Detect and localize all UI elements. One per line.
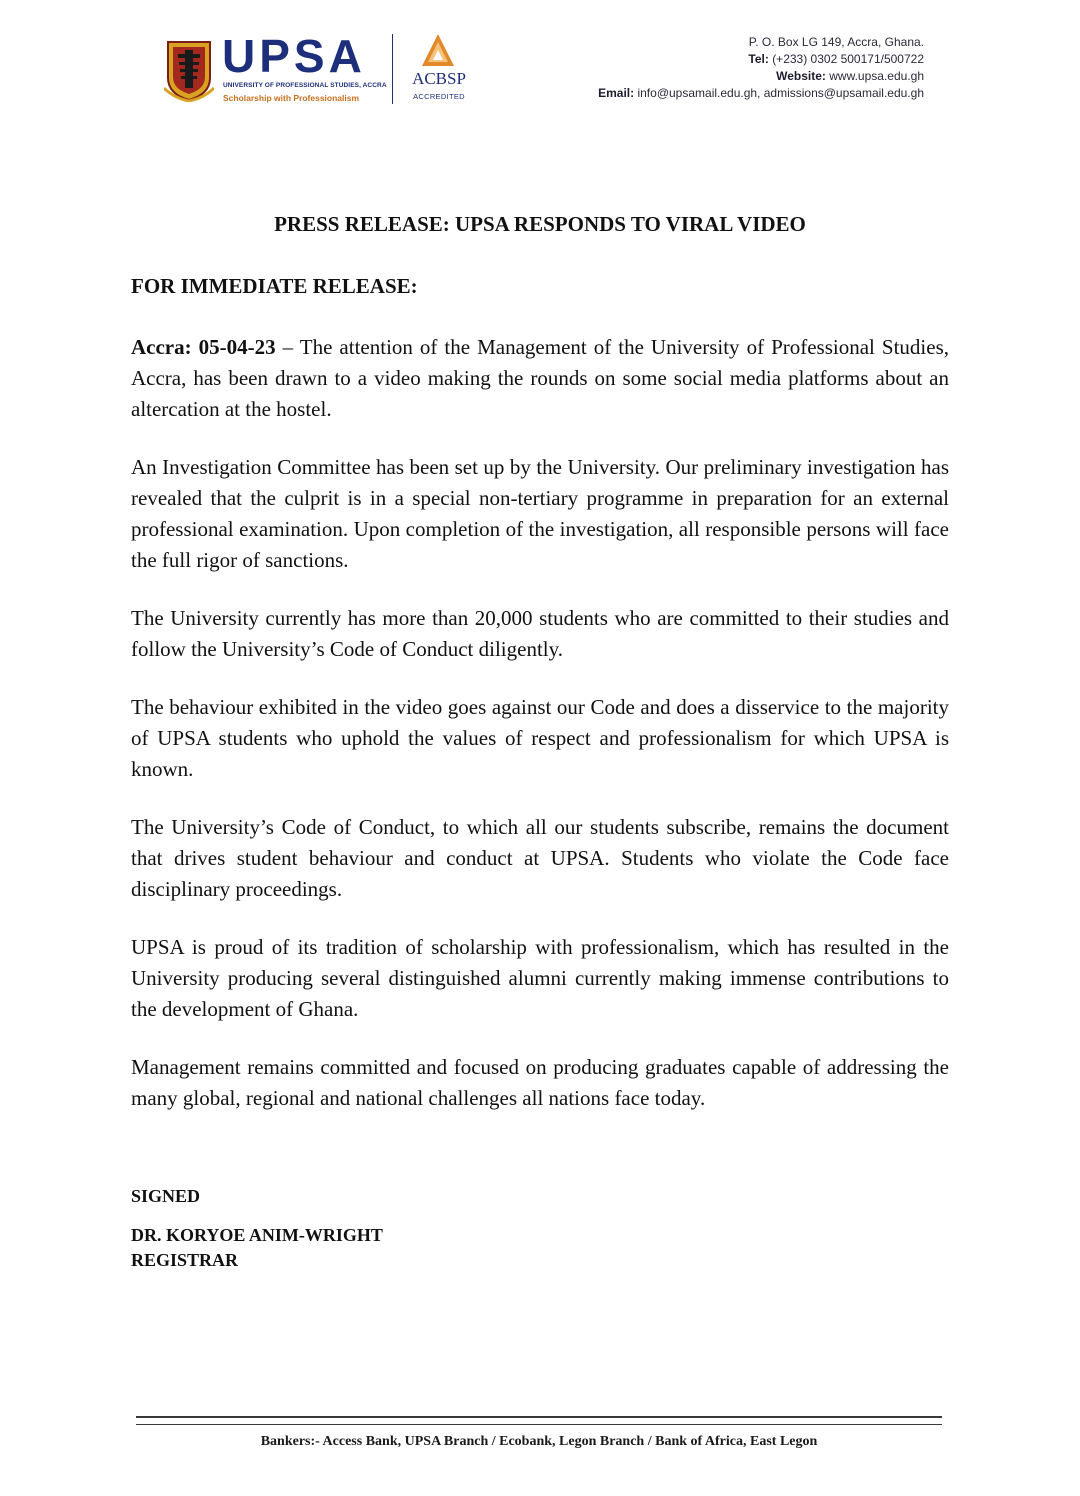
paragraph-6: UPSA is proud of its tradition of scholarship with professionalism, which has resulted in the University producing several distinguished alumni currently making immense contributions to the development of Ghana.: [131, 935, 949, 1021]
address-line: P. O. Box LG 149, Accra, Ghana.: [748, 35, 924, 49]
website-label: Website:: [776, 69, 826, 83]
upsa-wordmark: [222, 30, 387, 110]
email-value[interactable]: info@upsamail.edu.gh, admissions@upsamail.edu.gh: [637, 86, 924, 100]
paragraph-7: Management remains committed and focused on producing graduates capable of addressing the many global, regional and national challenges all nations face today.: [131, 1055, 949, 1110]
acbsp-badge: [404, 32, 474, 106]
dateline: Accra: 05-04-23: [131, 335, 276, 359]
acbsp-name: ACBSP: [412, 69, 466, 88]
university-crest-icon: [164, 38, 214, 102]
release-line: FOR IMMEDIATE RELEASE:: [131, 274, 418, 298]
paragraph-1-text: – The attention of the Management of the University of Professional Studies, Accra, has been drawn to a video making the rounds on some social media platforms about an altercation at the hostel.: [131, 335, 949, 421]
signatory-role: REGISTRAR: [131, 1250, 239, 1270]
paragraph-2: An Investigation Committee has been set up by the University. Our preliminary investigation has revealed that the culprit is in a special non-tertiary programme in preparation for an external professional examination. Upon completion of the investigation, all responsible persons will face the full rigor of sanctions.: [131, 455, 949, 572]
signed-label: SIGNED: [131, 1186, 201, 1206]
website-line: [598, 68, 924, 85]
acbsp-triangle-icon: [420, 32, 456, 68]
brand-name: UPSA: [222, 30, 366, 82]
website-value[interactable]: www.upsa.edu.gh: [829, 69, 924, 83]
paragraph-4: The behaviour exhibited in the video goes against our Code and does a disservice to the majority of UPSA students who uphold the values of respect and professionalism for which UPSA is known.: [131, 695, 949, 781]
signatory-name: DR. KORYOE ANIM-WRIGHT: [131, 1225, 383, 1245]
brand-tagline: Scholarship with Professionalism: [223, 93, 360, 103]
tel-value: (+233) 0302 500171/500722: [772, 52, 924, 66]
paragraph-5: The University’s Code of Conduct, to which all our students subscribe, remains the document that drives student behaviour and conduct at UPSA. Students who violate the Code face disciplinary proceedings.: [131, 815, 949, 901]
letterhead-divider: [392, 34, 393, 104]
paragraph-1: [131, 332, 949, 425]
brand-subtitle: UNIVERSITY OF PROFESSIONAL STUDIES, ACCRA: [223, 82, 387, 89]
document-title: PRESS RELEASE: UPSA RESPONDS TO VIRAL VIDEO: [274, 212, 806, 236]
press-release-body: [131, 208, 949, 1141]
contact-block: [598, 34, 924, 102]
paragraph-3: The University currently has more than 20,000 students who are committed to their studies and follow the University’s Code of Conduct diligently.: [131, 606, 949, 661]
tel-label: Tel:: [748, 52, 769, 66]
email-label: Email:: [598, 86, 635, 100]
letterhead: [160, 32, 940, 112]
acbsp-accredited: ACCREDITED: [413, 92, 465, 101]
email-line: [598, 85, 924, 102]
signature-block: [131, 1184, 631, 1273]
footer-rule: [136, 1416, 942, 1425]
footer-bankers: Bankers:- Access Bank, UPSA Branch / Ecobank, Legon Branch / Bank of Africa, East Legon: [260, 1434, 818, 1449]
tel-line: [598, 51, 924, 68]
